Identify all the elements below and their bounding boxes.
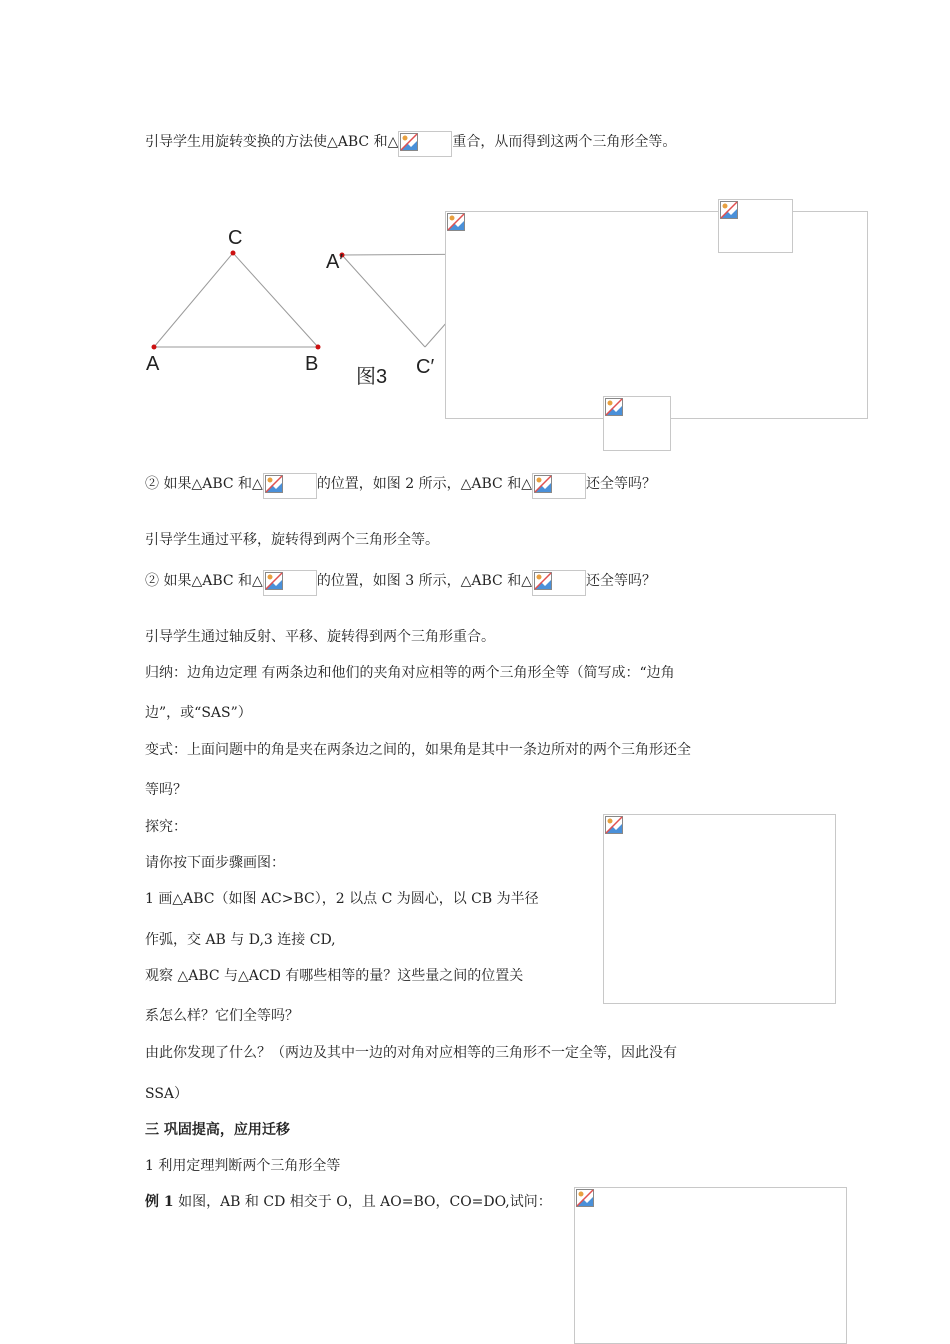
- segment-A2C2: [342, 255, 425, 347]
- broken-image-icon: [605, 398, 623, 416]
- text: 还全等吗？: [585, 476, 656, 492]
- example-label: 例 1: [145, 1194, 174, 1210]
- image-placeholder: [532, 570, 586, 596]
- paragraph: SSA）: [145, 1086, 189, 1102]
- image-placeholder: [398, 131, 452, 157]
- label-C: C: [228, 227, 243, 249]
- image-placeholder: [603, 396, 671, 451]
- point-A: [152, 345, 157, 350]
- label-A-prime: A′: [326, 251, 344, 273]
- image-placeholder: [263, 570, 317, 596]
- text: ② 如果△ABC 和△: [145, 573, 263, 589]
- segment-AC: [154, 253, 233, 347]
- broken-image-icon: [265, 475, 283, 493]
- question-figure-3: [145, 566, 656, 596]
- text: 的位置，如图 3 所示，△ABC 和△: [316, 573, 532, 589]
- paragraph: 系怎么样？它们全等吗？: [145, 1008, 299, 1024]
- broken-image-icon: [534, 475, 552, 493]
- paragraph: 1 利用定理判断两个三角形全等: [145, 1158, 341, 1174]
- paragraph: 引导学生通过平移，旋转得到两个三角形全等。: [145, 532, 439, 548]
- paragraph: 由此你发现了什么？（两边及其中一边的对角对应相等的三角形不一定全等，因此没有: [145, 1045, 677, 1061]
- label-C-prime: C′: [416, 356, 435, 378]
- paragraph: 1 画△ABC（如图 AC>BC），2 以点 C 为圆心，以 CB 为半径: [145, 891, 539, 907]
- text: 还全等吗？: [585, 573, 656, 589]
- image-placeholder: [603, 814, 836, 1004]
- image-placeholder: [574, 1187, 847, 1344]
- broken-image-icon: [576, 1189, 594, 1207]
- paragraph: 引导学生通过轴反射、平移、旋转得到两个三角形重合。: [145, 629, 495, 645]
- text: 引导学生用旋转变换的方法使△ABC 和△: [145, 134, 399, 150]
- example-1: [145, 1192, 552, 1212]
- paragraph-explore: 探究：: [145, 819, 187, 835]
- image-placeholder: [532, 473, 586, 499]
- label-A: A: [146, 353, 160, 375]
- figure-3: [140, 220, 450, 400]
- image-placeholder: [718, 199, 793, 253]
- broken-image-icon: [447, 213, 465, 231]
- section-heading: 三 巩固提高，应用迁移: [145, 1122, 290, 1138]
- paragraph: 等吗？: [145, 782, 187, 798]
- paragraph-summary: 归纳：边角边定理 有两条边和他们的夹角对应相等的两个三角形全等（简写成：“边角: [145, 665, 675, 681]
- broken-image-icon: [400, 133, 418, 151]
- text: 的位置，如图 2 所示，△ABC 和△: [316, 476, 532, 492]
- point-B: [316, 345, 321, 350]
- text: ② 如果△ABC 和△: [145, 476, 263, 492]
- paragraph: 边”，或“SAS”）: [145, 705, 252, 721]
- text: 如图，AB 和 CD 相交于 O，且 AO=BO，CO=DO,试问：: [173, 1194, 552, 1210]
- figure-caption: 图3: [356, 366, 388, 388]
- paragraph: 观察 △ABC 与△ACD 有哪些相等的量？这些量之间的位置关: [145, 968, 524, 984]
- broken-image-icon: [720, 201, 738, 219]
- text: 重合，从而得到这两个三角形全等。: [452, 134, 677, 150]
- image-placeholder: [445, 211, 868, 419]
- image-placeholder: [263, 473, 317, 499]
- point-C: [231, 251, 236, 256]
- segment-CB: [233, 253, 318, 347]
- label-B: B: [305, 353, 319, 375]
- broken-image-icon: [265, 572, 283, 590]
- paragraph-rotation: [145, 127, 676, 157]
- paragraph: 作弧，交 AB 与 D,3 连接 CD,: [145, 932, 336, 948]
- question-figure-2: [145, 469, 656, 499]
- paragraph: 请你按下面步骤画图：: [145, 855, 285, 871]
- paragraph-variation: 变式：上面问题中的角是夹在两条边之间的，如果角是其中一条边所对的两个三角形还全: [145, 742, 691, 758]
- broken-image-icon: [605, 816, 623, 834]
- broken-image-icon: [534, 572, 552, 590]
